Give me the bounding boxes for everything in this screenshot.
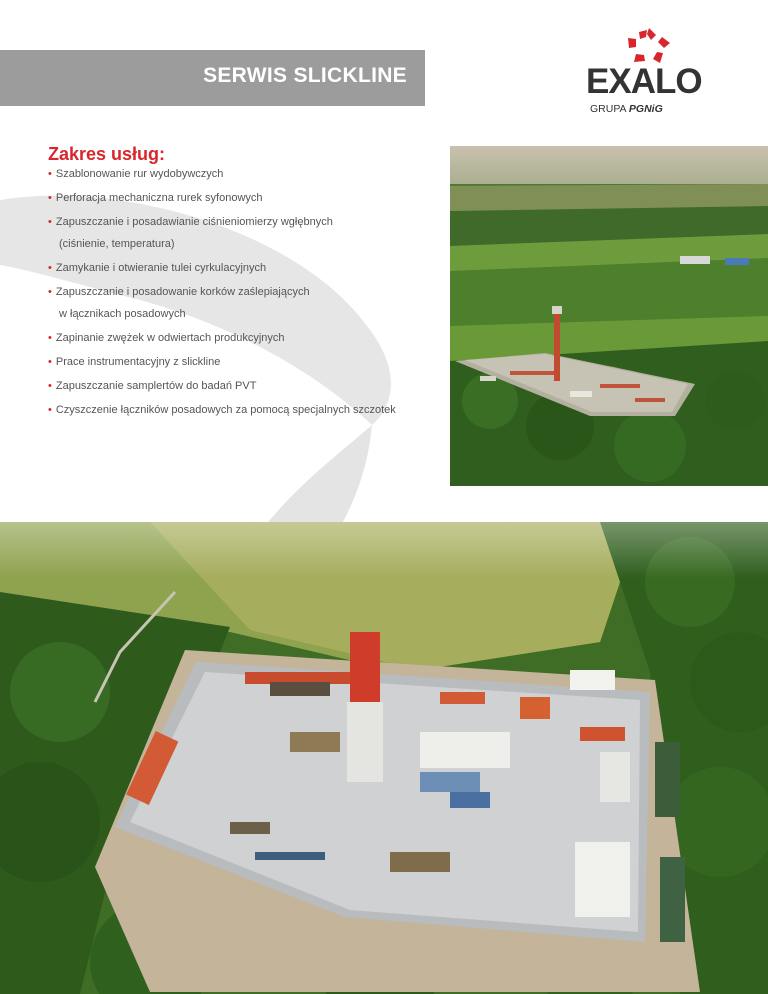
bullet-icon: • — [48, 216, 52, 228]
bullet-icon: • — [48, 332, 52, 344]
services-list — [48, 167, 396, 427]
list-item: • Zapuszczanie i posadowanie korków zaślepiających w łącznikach posadowych — [48, 285, 396, 322]
list-item: • Czyszczenie łączników posadowych za pomocą specjalnych szczotek — [48, 404, 396, 416]
logo-group-prefix: GRUPA — [590, 103, 626, 115]
header-band — [0, 50, 425, 106]
bullet-icon: • — [48, 262, 52, 274]
list-item: • Prace instrumentacyjny z slickline — [48, 356, 221, 368]
star-logo-icon — [625, 26, 673, 66]
list-item: • Zapinanie zwężek w odwiertach produkcyjnych — [48, 332, 285, 344]
exalo-logo — [586, 26, 718, 118]
logo-group-name: PGNiG — [628, 103, 663, 115]
list-item: • Perforacja mechaniczna rurek syfonowych — [48, 192, 263, 204]
list-item-continuation: w łącznikach posadowych — [59, 308, 186, 320]
bullet-icon: • — [48, 168, 52, 180]
aerial-photo-drilling-site-top — [450, 146, 768, 486]
list-item: • Zamykanie i otwieranie tulei cyrkulacyjnych — [48, 262, 267, 274]
logo-wordmark: EXALO — [586, 62, 702, 101]
aerial-photo-drilling-site-bottom — [0, 522, 768, 994]
bullet-icon: • — [48, 404, 52, 416]
logo-group-line — [590, 103, 663, 115]
list-item-continuation: (ciśnienie, temperatura) — [59, 238, 175, 250]
section-title: Zakres usług: — [48, 144, 166, 164]
bullet-icon: • — [48, 192, 52, 204]
page-title: SERWIS SLICKLINE — [203, 64, 407, 87]
bullet-icon: • — [48, 380, 52, 392]
list-item: • Zapuszczanie samplertów do badań PVT — [48, 380, 257, 392]
bullet-icon: • — [48, 286, 52, 298]
bullet-icon: • — [48, 356, 52, 368]
list-item: • Szablonowanie rur wydobywczych — [48, 168, 224, 180]
list-item: • Zapuszczanie i posadawianie ciśnieniomierzy wgłębnych (ciśnienie, temperatura) — [48, 215, 396, 252]
